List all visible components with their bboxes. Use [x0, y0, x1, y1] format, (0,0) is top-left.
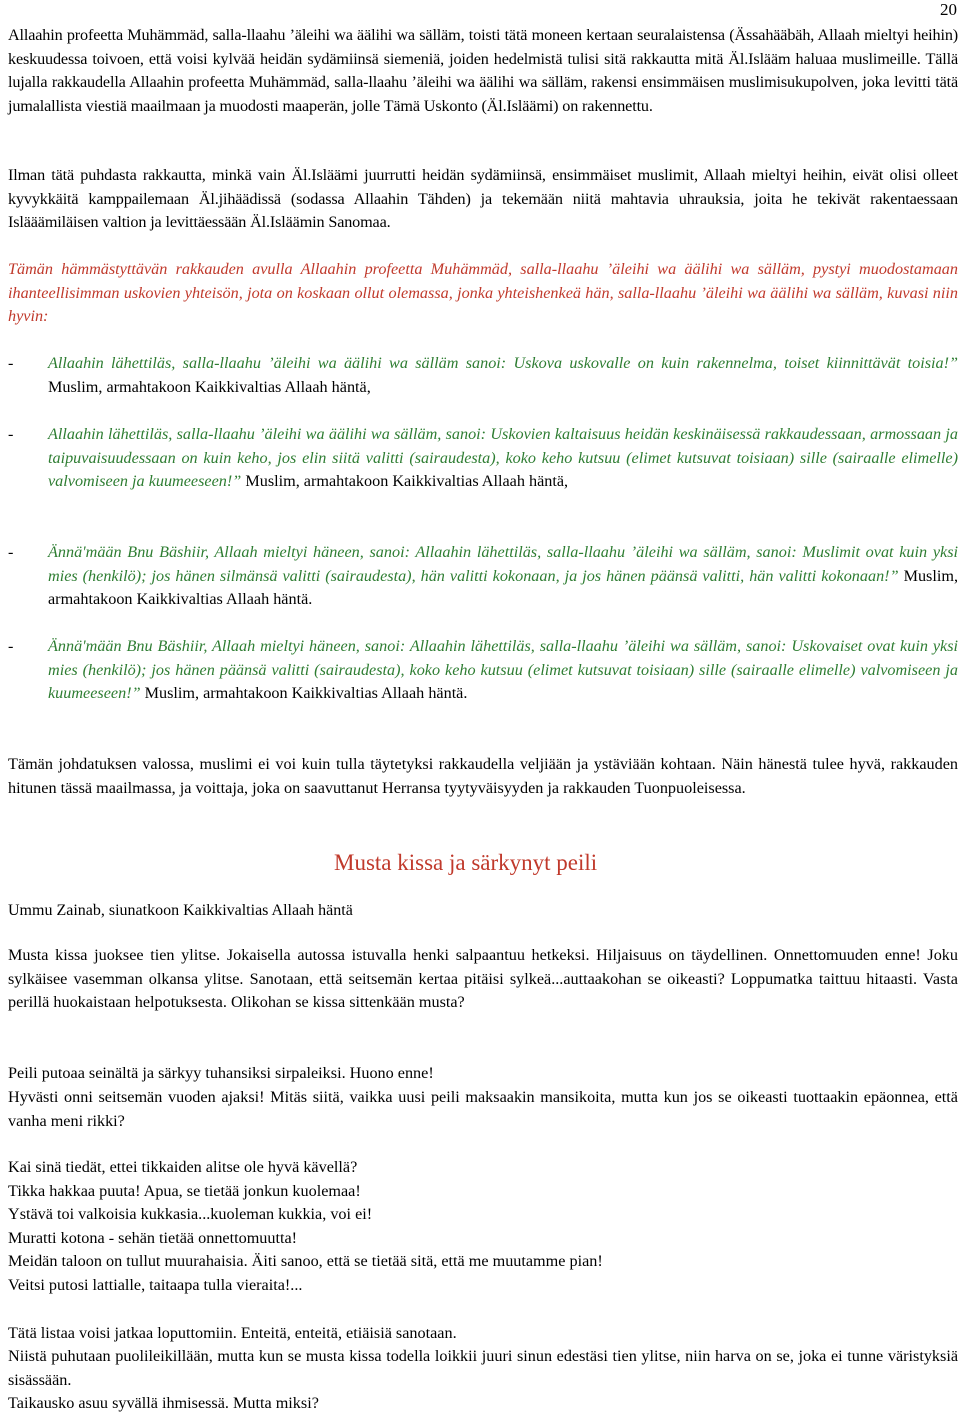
hadith-quote: Allaahin lähettiläs, salla-llaahu ’äleihi wa äälihi wa sälläm sanoi: Uskova uskovalle on kuin rakennelma, toiset kiinnittävät toisia!” — [48, 354, 958, 372]
closing-paragraph-2: Niistä puhutaan puolileikillään, mutta kun se musta kissa todella loikkii juuri sinun edestäsi tien ylitse, niin harva on se, joka ei tunne väristyksiä sisässään. — [8, 1347, 958, 1389]
list-item: Muratti kotona - sehän tietää onnettomuutta! — [8, 1228, 298, 1247]
list-dash: - — [8, 425, 14, 443]
author-byline: Ummu Zainab, siunatkoon Kaikkivaltias Allaah häntä — [8, 902, 353, 919]
hadith-quote: Ännä'mään Bnu Bäshiir, Allaah mieltyi häneen, sanoi: Allaahin lähettiläs, salla-llaahu ’äleihi wa sälläm, sanoi: Muslimit ovat kuin yksi mies (henkilö); jos hänen silmänsä valitti (sairaudesta), hän valitti kokonaan, ja jos hänen päänsä valitti, hän valitti kokonaan!” — [48, 543, 958, 585]
paragraph-2: Ilman tätä puhdasta rakkautta, minkä vain Äl.Isläämi juurrutti heidän sydämiinsä, ensimmäiset muslimit, Allaah mieltyi heihin, eivät olisi olleet kyvykkäitä kamppailemaan Äl.jihäädissä (sodassa Allaahin Tähden) ja tekemään niitä mahtavia uhrauksia, joita he tekivät rakentaessaan Islääämiläisen valtion ja levittäessään Äl.Isläämin Sanomaa. — [8, 166, 958, 231]
hadith-quote: Ännä'mään Bnu Bäshiir, Allaah mieltyi häneen, sanoi: Allaahin lähettiläs, salla-llaahu ’äleihi wa sälläm, sanoi: Uskovaiset ovat kuin yksi mies (henkilö); jos hänen päänsä valitti (sairaudesta), koko keho kutsuu (elimet kutsuvat toisiaan) sille (sairaalle elimelle) valvomiseen ja kuumeeseen!” — [48, 637, 958, 702]
hadith-item-2 — [8, 423, 958, 494]
list-dash: - — [8, 637, 14, 655]
list-item: Ystävä toi valkoisia kukkasia...kuoleman kukkia, voi ei! — [8, 1205, 373, 1223]
body-paragraph-3: Hyvästi onni seitsemän vuoden ajaksi! Mitäs siitä, vaikka uusi peili maksaakin mansikoita, mutta kun jos se oikeasti tuottaakin epäonnea, että vanha meni rikki? — [8, 1088, 958, 1130]
hadith-item-1 — [8, 352, 958, 399]
list-dash: - — [8, 354, 14, 372]
closing-paragraph-1: Tätä listaa voisi jatkaa loputtomiin. Enteitä, enteitä, etiäisiä sanotaan. — [8, 1324, 457, 1342]
hadith-source: Muslim, armahtakoon Kaikkivaltias Allaah häntä, — [241, 472, 569, 490]
hadith-source: Muslim, armahtakoon Kaikkivaltias Allaah häntä. — [48, 566, 958, 608]
intro-paragraph: Allaahin profeetta Muhämmäd, salla-llaahu ’äleihi wa äälihi wa sälläm, toisti tätä moneen kertaan seuralaistensa (Ässahääbäh, Allaah mieltyi heihin) keskuudessa toivoen, että voisi kylvää heidän sydämiinsä siemeniä, joiden hedelmistä tulisi sitä rakkautta mitä Äl.Islääm haluaa muslimeille. Tällä lujalla rakkaudella Allaahin profeetta Muhämmäd, salla-llaahu ’äleihi wa äälihi wa sälläm, rakensi ensimmäisen muslimisukupolven, joka levitti tätä jumalallista viestiä maailmaan ja muodosti maaperän, jolle Tämä Uskonto (Äl.Isläämi) on rakennettu. — [8, 26, 958, 115]
body-paragraph-1: Musta kissa juoksee tien ylitse. Jokaisella autossa istuvalla henki salpaantuu hetkeksi. Hiljaisuus on täydellinen. Onnettomuuden enne! Joku sylkäisee vasemman olkansa ylitse. Sanotaan, että seitsemän kertaa pitäisi sylkeä...auttaakohan se oikeasti? Loppumatka taittuu hitaasti. Vasta perillä huokaistaan helpotuksesta. Olikohan se kissa sittenkään musta? — [8, 946, 958, 1011]
list-dash: - — [8, 543, 14, 561]
hadith-source: Muslim, armahtakoon Kaikkivaltias Allaah häntä, — [48, 377, 371, 396]
superstition-list — [8, 1156, 958, 1297]
hadith-item-3 — [8, 541, 958, 612]
article-title: Musta kissa ja särkynyt peili — [334, 850, 598, 875]
conclusion-paragraph: Tämän johdatuksen valossa, muslimi ei voi kuin tulla täytetyksi rakkaudella veljiään ja ystäviään kohtaan. Näin hänestä tulee hyvä, rakkauden hitunen tässä maailmassa, ja voittaja, joka on saavuttanut Herransa tyytyväisyyden ja rakkauden Tuonpuoleisessa. — [8, 755, 958, 797]
page-number: 20 — [940, 0, 957, 19]
body-paragraph-2: Peili putoaa seinältä ja särkyy tuhansiksi sirpaleiksi. Huono enne! — [8, 1064, 434, 1082]
closing-paragraph-3: Taikausko asuu syvällä ihmisessä. Mutta miksi? — [8, 1394, 319, 1412]
list-item: Veitsi putosi lattialle, taitaapa tulla vieraita!... — [8, 1275, 303, 1294]
list-item: Meidän taloon on tullut muurahaisia. Äiti sanoo, että se tietää sitä, että me muutamme pian! — [8, 1252, 603, 1270]
hadith-quote: Allaahin lähettiläs, salla-llaahu ’äleihi wa äälihi wa sälläm, sanoi: Uskovien kaltaisuus heidän keskinäisessä rakkaudessaan, armossaan ja taipuvaisuudessaan on kuin keho, jos elin siitä valitti (sairaudesta), koko keho kutsuu (elimet kutsuvat toisiaan) sille (sairaalle elimelle) valvomiseen ja kuumeeseen!” — [48, 425, 958, 490]
red-quote-intro: Tämän hämmästyttävän rakkauden avulla Allaahin profeetta Muhämmäd, salla-llaahu ’äleihi wa äälihi wa sälläm, pystyi muodostamaan ihanteellisimman uskovien yhteisön, jota on koskaan ollut olemassa, jonka yhteishenkeä hän, salla-llaahu ’äleihi wa äälihi wa sälläm, kuvasi niin hyvin: — [8, 260, 958, 325]
list-item: Kai sinä tiedät, ettei tikkaiden alitse ole hyvä kävellä? — [8, 1158, 358, 1176]
hadith-source: Muslim, armahtakoon Kaikkivaltias Allaah häntä. — [140, 684, 468, 702]
hadith-item-4 — [8, 635, 958, 706]
list-item: Tikka hakkaa puuta! Apua, se tietää jonkun kuolemaa! — [8, 1181, 361, 1200]
